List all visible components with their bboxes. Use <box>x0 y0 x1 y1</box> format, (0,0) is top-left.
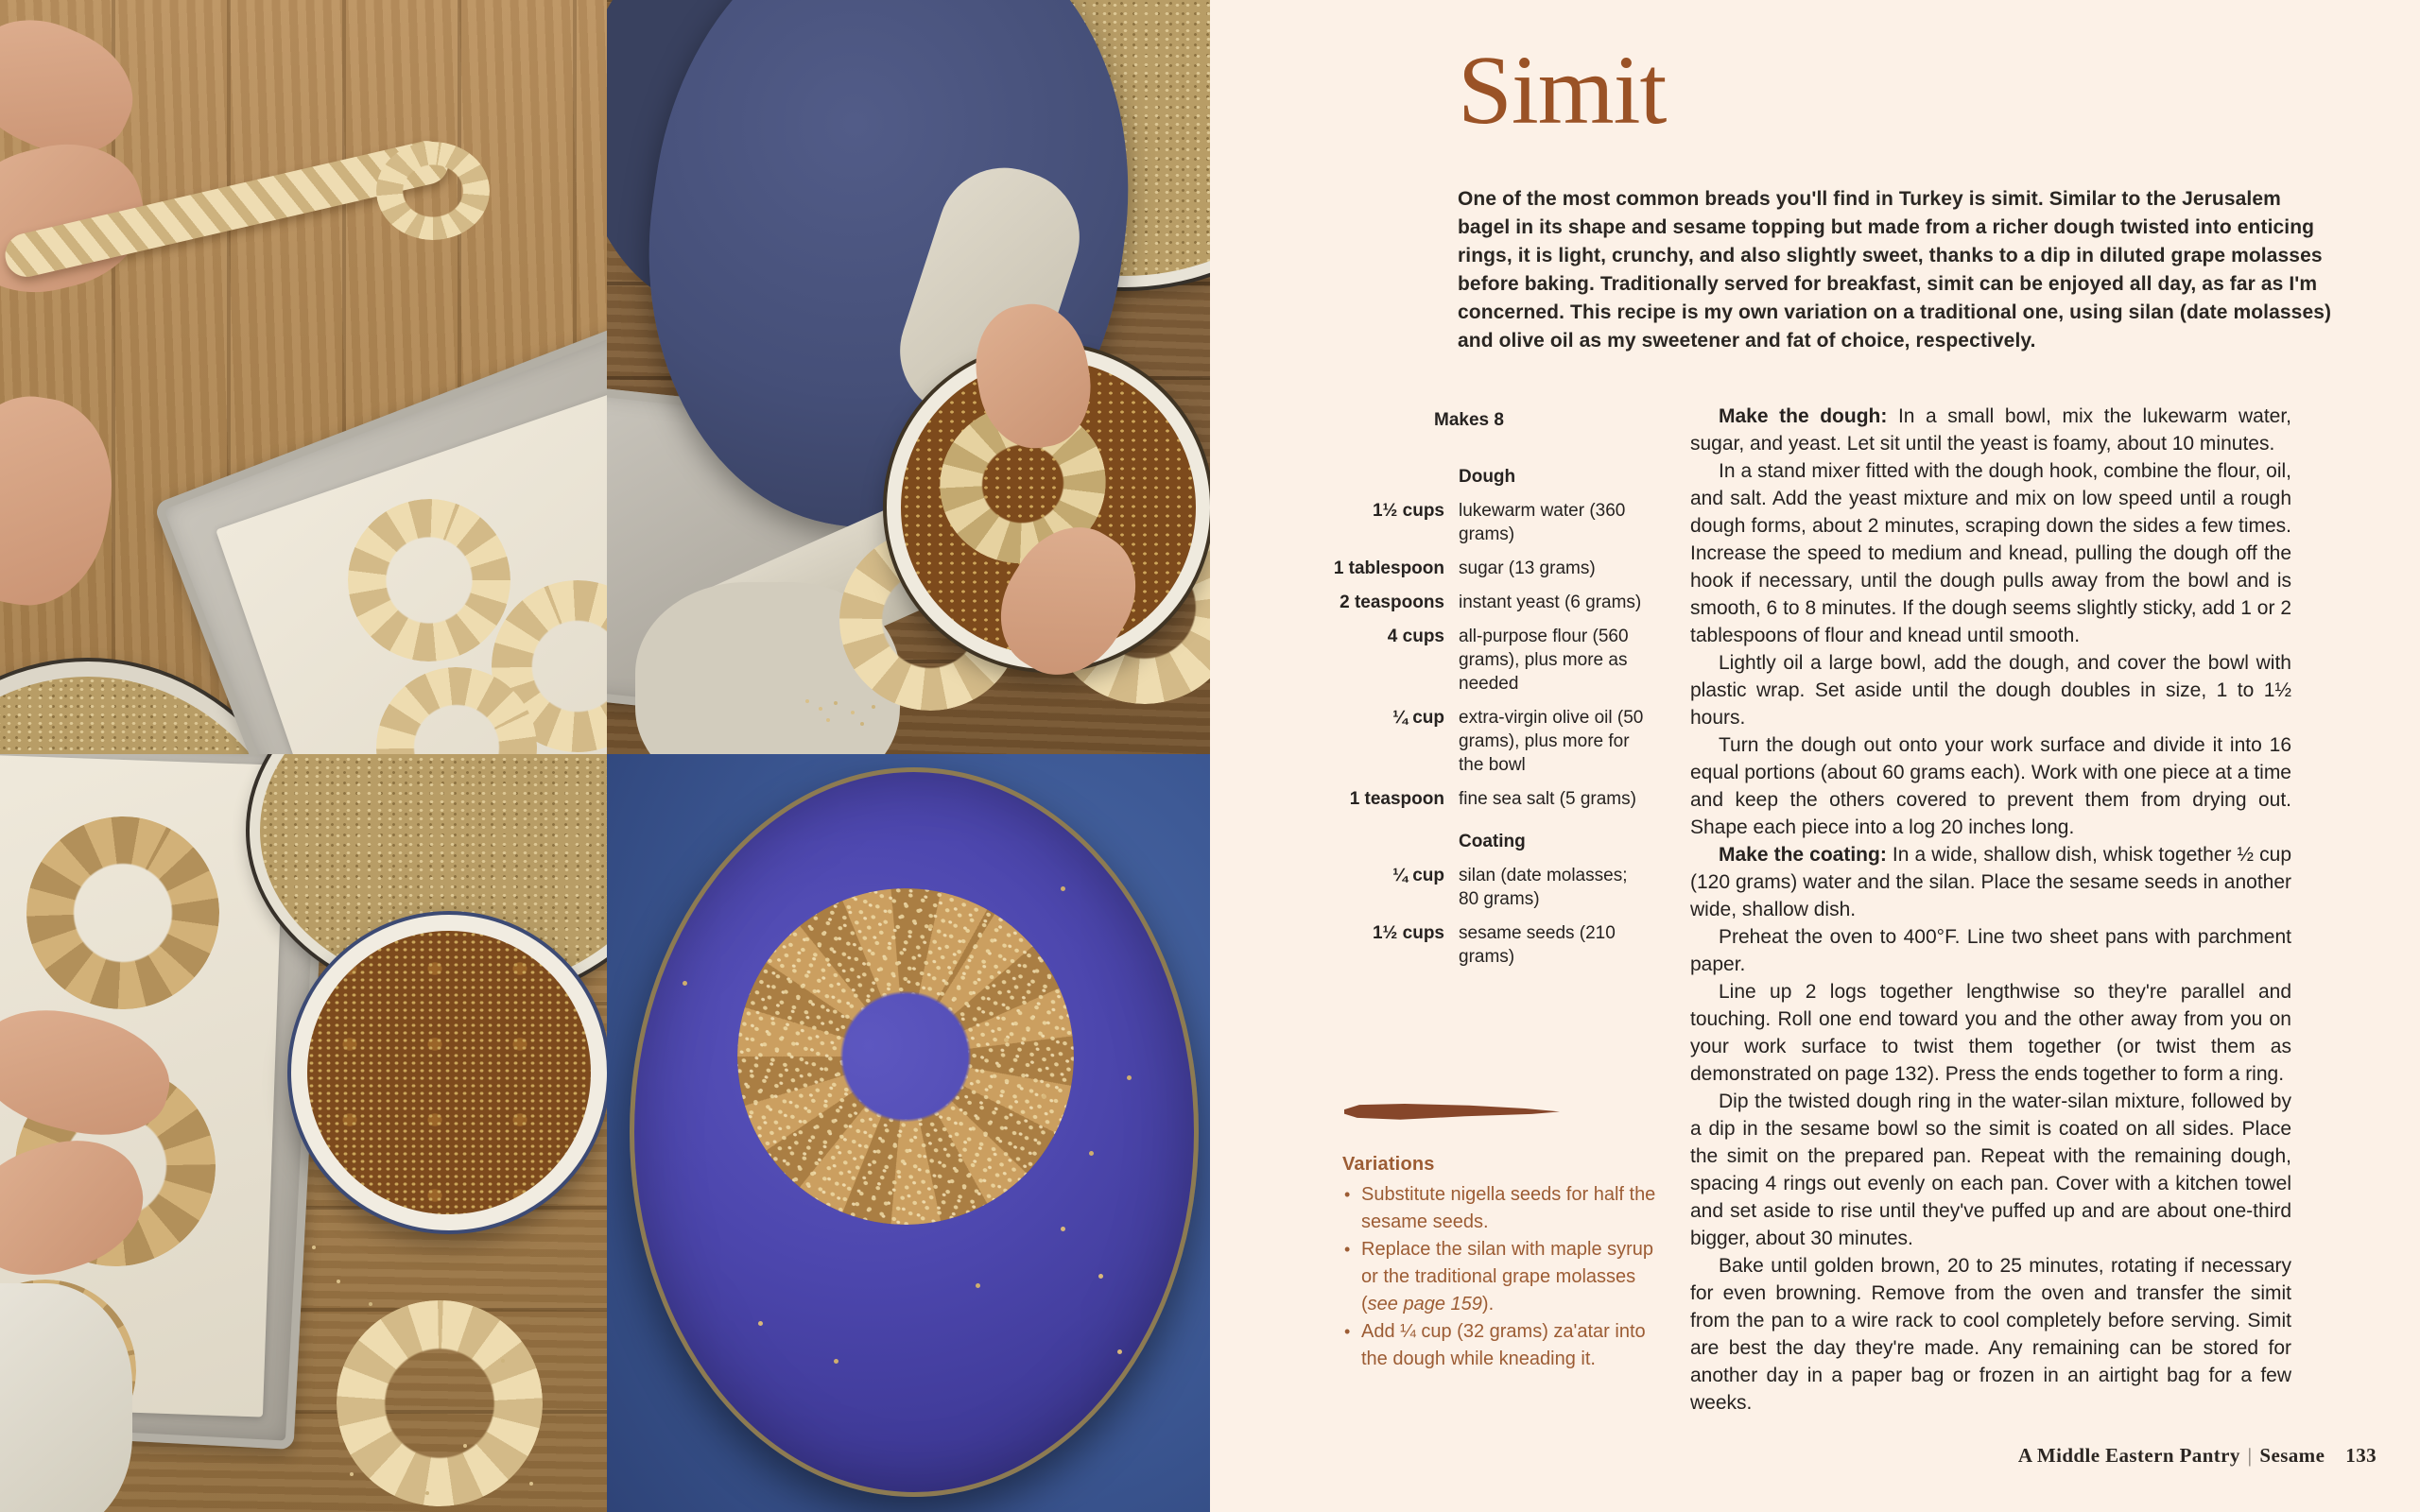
variation-text: Add ¼ cup (32 grams) za'atar into the dough while kneading it. <box>1361 1321 1646 1369</box>
scattered-sesame-seeds <box>1004 1038 1009 1042</box>
variation-text: Replace the silan with maple syrup or the traditional grape molasses ( <box>1361 1239 1654 1314</box>
ingredient-name: sesame seeds (210 grams) <box>1459 923 1616 967</box>
ingredient-qty: 1 tablespoon <box>1333 558 1444 578</box>
ingredient-qty: 1½ cups <box>1372 501 1444 521</box>
recipe-page <box>1210 0 2420 1512</box>
photo-coated-rings-on-pan <box>0 754 607 1512</box>
ingredient-name: silan (date molasses; 80 grams) <box>1459 866 1628 909</box>
instruction-step <box>1690 457 2291 649</box>
dough-rope-curl <box>376 142 490 240</box>
ingredient-name: instant yeast (6 grams) <box>1459 593 1642 612</box>
ingredient-qty: ¼ cup <box>1392 708 1444 728</box>
step-text: Bake until golden brown, 20 to 25 minutes, rotating if necessary for even browning. Remove from the oven and transfer the simit from the pan to a wire rack to cool completely before serving. Simit are best the day they're made. Any remaining can be stored for another day in a paper bag or frozen in an airtight bag for a few weeks. <box>1690 1255 2291 1414</box>
scattered-sesame-seeds <box>805 699 809 703</box>
ingredient-name: extra-virgin olive oil (50 grams), plus more for the bowl <box>1459 708 1644 775</box>
step-text: In a stand mixer fitted with the dough hook, combine the flour, oil, and salt. Add the yeast mixture and mix on low speed until a rough dough forms, about 2 minutes, scraping down the sides a few times. Increase the speed to medium and knead, pulling the dough off the hook if necessary, until the dough pulls away from the bowl and is smooth, 6 to 8 minutes. If the dough seems slightly sticky, add 1 or 2 tablespoons of flour and knead until smooth. <box>1690 460 2291 646</box>
instruction-step <box>1690 403 2291 457</box>
ingredient-name: fine sea salt (5 grams) <box>1459 789 1636 809</box>
instructions <box>1690 403 2291 1417</box>
recipe-intro: One of the most common breads you'll find in Turkey is simit. Similar to the Jerusalem bagel in its shape and sesame topping but made from a richer dough twisted into enticing rings, it is light, crunchy, and also slightly sweet, thanks to a dip in diluted grape molasses before baking. Traditionally served for breakfast, simit can be enjoyed all day, as far as I'm concerned. This recipe is my own variation on a traditional one, using silan (date molasses) and olive oil as my sweetener and fat of choice, respectively. <box>1458 188 2332 352</box>
photo-baked-simit-on-blue-plate <box>607 754 1210 1512</box>
step-text: Line up 2 logs together lengthwise so they're parallel and touching. Roll one end toward you and the other away from you on your work surface to twist them together (or twist them as demonstrated on page 132). Press the ends together to form a ring. <box>1690 981 2291 1085</box>
yield-label: Makes 8 <box>1434 410 1504 430</box>
chapter-name: Sesame <box>2259 1444 2325 1467</box>
variation-item <box>1342 1236 1675 1318</box>
variation-text: ). <box>1481 1294 1495 1314</box>
page-number: 133 <box>2345 1444 2377 1467</box>
silan-sesame-bowl <box>291 915 607 1230</box>
step-text: Dip the twisted dough ring in the water-silan mixture, followed by a dip in the sesame bowl so the simit is coated on all sides. Place the simit on the prepared pan. Repeat with the remaining dough, spacing 4 rings out evenly on each pan. Cover with a kitchen towel and set aside to rise until they've puffed up and are about one-third bigger, about 30 minutes. <box>1690 1091 2291 1249</box>
photo-dipping-ring-in-silan <box>607 0 1210 754</box>
page-title: Simit <box>1458 36 1667 145</box>
instruction-step <box>1690 649 2291 731</box>
variation-item <box>1342 1318 1675 1373</box>
variations-box <box>1342 1104 1675 1373</box>
ingredients-list <box>1301 465 1688 969</box>
scattered-sesame-seeds <box>312 1246 316 1249</box>
ingredient-name: lukewarm water (360 grams) <box>1459 501 1626 544</box>
step-text: Lightly oil a large bowl, add the dough, and cover the bowl with plastic wrap. Set aside until the dough doubles in size, 1 to 1½ hours. <box>1690 652 2291 729</box>
instruction-step <box>1690 923 2291 978</box>
instruction-step <box>1690 731 2291 841</box>
ingredient-group-heading: Dough <box>1459 467 1516 487</box>
instruction-step <box>1690 1252 2291 1417</box>
ingredient-qty: 4 cups <box>1387 627 1444 646</box>
variations-heading: Variations <box>1342 1154 1435 1175</box>
step-text: Preheat the oven to 400°F. Line two sheet pans with parchment paper. <box>1690 926 2291 975</box>
variation-item <box>1342 1181 1675 1236</box>
ingredient-qty: ¼ cup <box>1392 866 1444 885</box>
variation-italic: see page 159 <box>1367 1294 1482 1314</box>
step-lead: Make the coating: <box>1719 844 1893 866</box>
ingredient-qty: 1½ cups <box>1372 923 1444 943</box>
ingredient-qty: 1 teaspoon <box>1349 789 1444 809</box>
variations-list <box>1342 1181 1675 1373</box>
step-text: In a small bowl, mix the lukewarm water, sugar, and yeast. Let sit until the yeast is foamy, about 10 minutes. <box>1690 405 2292 455</box>
instruction-step <box>1690 841 2291 923</box>
step-lead: Make the dough: <box>1719 405 1898 427</box>
ingredient-qty: 2 teaspoons <box>1340 593 1444 612</box>
ingredient-group-heading: Coating <box>1459 832 1526 851</box>
step-text: In a wide, shallow dish, whisk together ½ cup (120 grams) water and the silan. Place the sesame seeds in another wide, shallow dish. <box>1690 844 2291 920</box>
photo-twisting-dough-ropes <box>0 0 607 754</box>
running-footer <box>2018 1444 2377 1468</box>
book-title: A Middle Eastern Pantry <box>2017 1444 2240 1467</box>
instruction-step <box>1690 1088 2291 1252</box>
variation-text: Substitute nigella seeds for half the sesame seeds. <box>1361 1184 1656 1232</box>
instruction-step <box>1690 978 2291 1088</box>
step-text: Turn the dough out onto your work surface and divide it into 16 equal portions (about 60 grams each). Work with one piece at a time and keep the others covered to prevent them from drying out. Shape each piece into a log 20 inches long. <box>1690 734 2291 838</box>
ingredient-name: sugar (13 grams) <box>1459 558 1596 578</box>
brush-stroke-divider <box>1344 1104 1560 1122</box>
ingredient-name: all-purpose flour (560 grams), plus more as needed <box>1459 627 1629 694</box>
footer-separator: | <box>2247 1444 2253 1467</box>
